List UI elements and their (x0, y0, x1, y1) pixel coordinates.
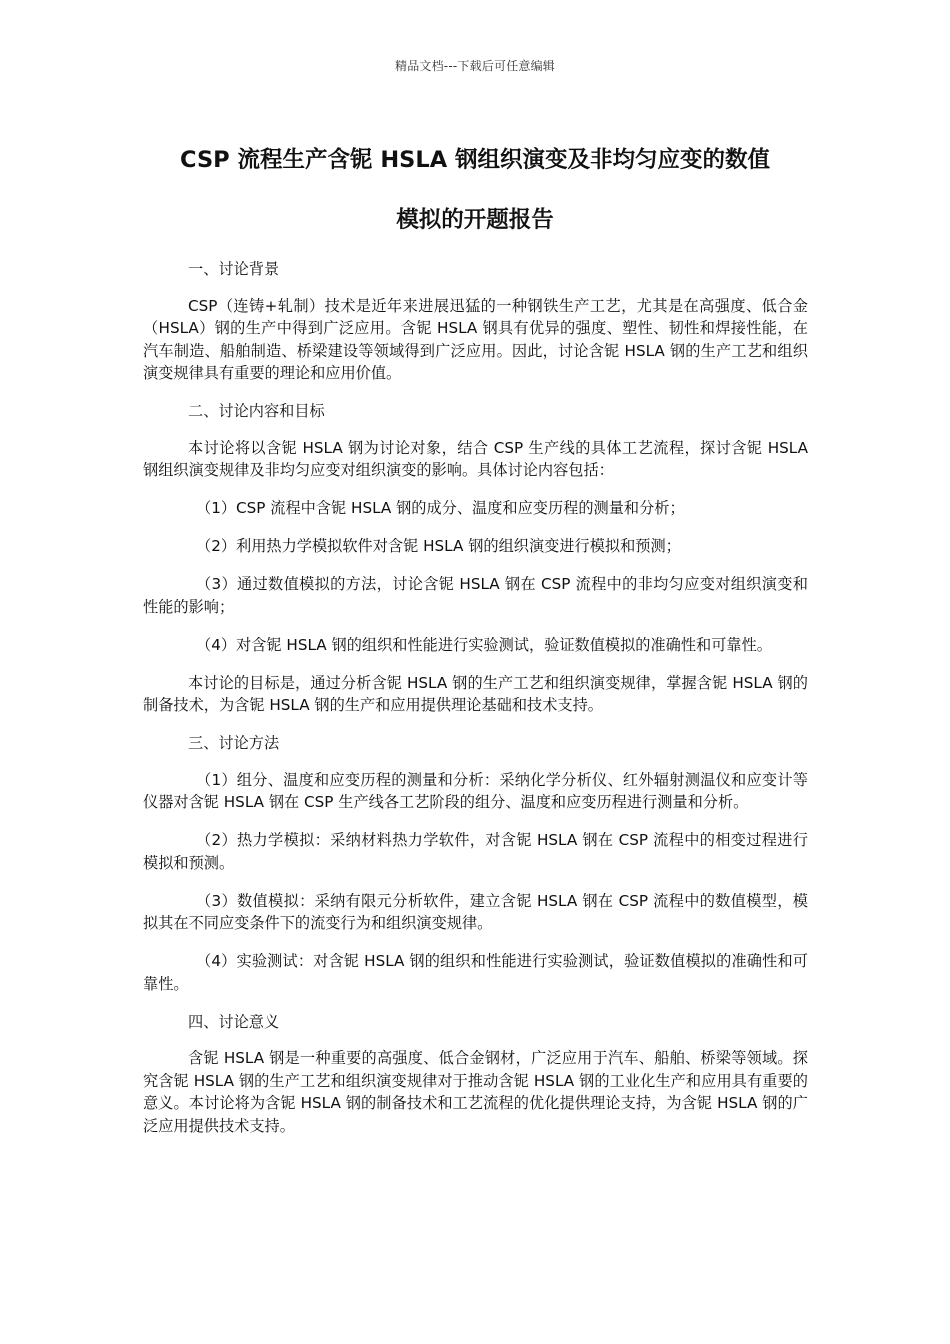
paragraph-content-intro: 本讨论将以含铌 HSLA 钢为讨论对象，结合 CSP 生产线的具体工艺流程，探讨含铌 HSLA 钢组织演变规律及非均匀应变对组织演变的影响。具体讨论内容包括： (143, 438, 808, 479)
methods-list-item: （1）组分、温度和应变历程的测量和分析：采纳化学分析仪、红外辐射测温仪和应变计等仪器对含铌 HSLA 钢在 CSP 生产线各工艺阶段的组分、温度和应变历程进行测量和分析。 (143, 770, 808, 811)
methods-list-item: （3）数值模拟：采纳有限元分析软件，建立含铌 HSLA 钢在 CSP 流程中的数值模型，模拟其在不同应变条件下的流变行为和组织演变规律。 (143, 891, 808, 932)
section-heading-background: 一、讨论背景 (188, 260, 280, 278)
methods-list-item: （2）热力学模拟：采纳材料热力学软件，对含铌 HSLA 钢在 CSP 流程中的相变过程进行模拟和预测。 (143, 831, 808, 872)
document-title (100, 130, 850, 250)
document-body (143, 258, 808, 1153)
section-heading-significance: 四、讨论意义 (188, 1012, 280, 1031)
header-note: 精品文档---下载后可任意编辑 (395, 59, 555, 73)
methods-list-item: （4）实验测试：对含铌 HSLA 钢的组织和性能进行实验测试，验证数值模拟的准确性和可靠性。 (143, 952, 808, 993)
section-heading-content: 二、讨论内容和目标 (188, 402, 325, 420)
title-line-2: 模拟的开题报告 (396, 207, 554, 233)
paragraph-content-goal: 本讨论的目标是，通过分析含铌 HSLA 钢的生产工艺和组织演变规律，掌握含铌 HSLA 钢的制备技术，为含铌 HSLA 钢的生产和应用提供理论基础和技术支持。 (143, 673, 808, 714)
content-list-item: （1）CSP 流程中含铌 HSLA 钢的成分、温度和应变历程的测量和分析； (196, 499, 685, 517)
content-list-item: （3）通过数值模拟的方法，讨论含铌 HSLA 钢在 CSP 流程中的非均匀应变对组织演变和性能的影响； (143, 575, 808, 616)
section-heading-methods: 三、讨论方法 (188, 734, 280, 752)
title-line-1: CSP 流程生产含铌 HSLA 钢组织演变及非均匀应变的数值 (180, 147, 770, 173)
content-list-item: （2）利用热力学模拟软件对含铌 HSLA 钢的组织演变进行模拟和预测； (196, 537, 681, 555)
paragraph-significance: 含铌 HSLA 钢是一种重要的高强度、低合金钢材，广泛应用于汽车、船舶、桥梁等领域。探究含铌 HSLA 钢的生产工艺和组织演变规律对于推动含铌 HSLA 钢的工业化生产和应用具有重要的意义。本讨论将为含铌 HSLA 钢的制备技术和工艺流程的优化提供理论支持，为含铌 HSLA 钢的广泛应用提供技术支持。 (143, 1049, 808, 1135)
content-list-item: （4）对含铌 HSLA 钢的组织和性能进行实验测试，验证数值模拟的准确性和可靠性。 (196, 635, 772, 654)
paragraph-background: CSP（连铸+轧制）技术是近年来进展迅猛的一种钢铁生产工艺，尤其是在高强度、低合金（HSLA）钢的生产中得到广泛应用。含铌 HSLA 钢具有优异的强度、塑性、韧性和焊接性能，在汽车制造、船舶制造、桥梁建设等领域得到广泛应用。因此，讨论含铌 HSLA 钢的生产工艺和组织演变规律具有重要的理论和应用价值。 (143, 296, 808, 382)
